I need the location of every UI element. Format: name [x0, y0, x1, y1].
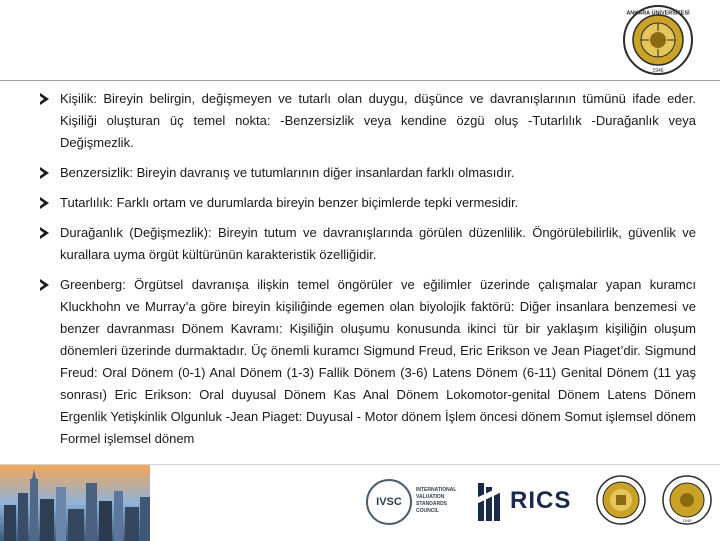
bullet-item: [40, 192, 696, 214]
gold-seal-logo: [596, 475, 646, 525]
bullet-text: Greenberg: Örgütsel davranışa ilişkin temel öngörüler ve eğilimler üzerinde çalışmalar yapan kuramcı Kluckhohn ve Murray’a göre bireyin kişiliğinde egemen olan biyolojik faktörü: Diğer insanlara benzemesi ve benzer davranması Dönem Kavramı: Kişiliğin oluşumu konusunda ikinci tür bir yaklaşım kişiliğin oluşum dönemleri üzerinde durmaktadır. Üç önemli kuramcı Sigmund Freud, Eric Erikson ve Jean Piaget’dir. Sigmund Freud: Oral Dönem (0-1) Anal Dönem (1-3) Fallik Dönem (3-6) Latens Dönem (6-11) Genital Dönem (11 yaş sonrası) Eric Erikson: Oral duyusal Dönem Kas Anal Dönem Lokomotor-genital Dönem Latens Dönem Ergenlik Yetişkinlik Olgunluk -Jean Piaget: Duyusal - Motor dönem İşlem öncesi dönem Somut işlemsel dönem Formel işlemsel dönem: [60, 277, 696, 446]
rics-logo: [470, 479, 586, 525]
arrow-bullet-icon: [40, 279, 49, 291]
university-seal-logo: [622, 4, 694, 76]
bullet-item: [40, 162, 696, 184]
header-bar: [0, 0, 720, 80]
ivsc-emblem: IVSC: [366, 479, 412, 525]
seal-name-text: ANKARA ÜNİVERSİTESİ: [626, 10, 690, 17]
slide-body: [40, 88, 696, 458]
ivsc-name: INTERNATIONAL VALUATION STANDARDS COUNCIL: [416, 487, 457, 514]
arrow-bullet-icon: [40, 197, 49, 209]
header-divider: [0, 80, 720, 81]
bullet-text: Benzersizlik: Bireyin davranış ve tutumlarının diğer insanlardan farklı olmasıdır.: [60, 165, 515, 180]
rics-wordmark: RICS: [510, 487, 572, 514]
bullet-item: [40, 222, 696, 266]
university-seal-footer-logo: [662, 475, 712, 525]
arrow-bullet-icon: [40, 93, 49, 105]
footer-seal-year-text: 1946: [682, 518, 692, 523]
arrow-bullet-icon: [40, 227, 49, 239]
ivsc-logo: [366, 477, 462, 527]
seal-year-text: 1946: [652, 68, 664, 74]
rics-emblem-icon: [470, 479, 508, 525]
bullet-text: Kişilik: Bireyin belirgin, değişmeyen ve tutarlı olan duygu, düşünce ve davranışlarının tümünü ifade eder. Kişiliği oluşturan üç temel nokta: -Benzersizlik veya kendine özgü oluş -Tutarlılık -Durağanlık veya Değişmezlik.: [60, 91, 696, 150]
bullet-item: [40, 274, 696, 450]
bullet-text: Durağanlık (Değişmezlik): Bireyin tutum ve davranışlarında görülen düzenlilik. Öngörülebilirlik, güvenlik ve kurallara uyma örgüt kültürünün karakteristik özelliğidir.: [60, 225, 696, 262]
city-skyline-image: [0, 465, 150, 541]
bullet-item: [40, 88, 696, 154]
footer-bar: [0, 464, 720, 541]
bullet-text: Tutarlılık: Farklı ortam ve durumlarda bireyin benzer biçimlerde tepki vermesidir.: [60, 195, 519, 210]
arrow-bullet-icon: [40, 167, 49, 179]
